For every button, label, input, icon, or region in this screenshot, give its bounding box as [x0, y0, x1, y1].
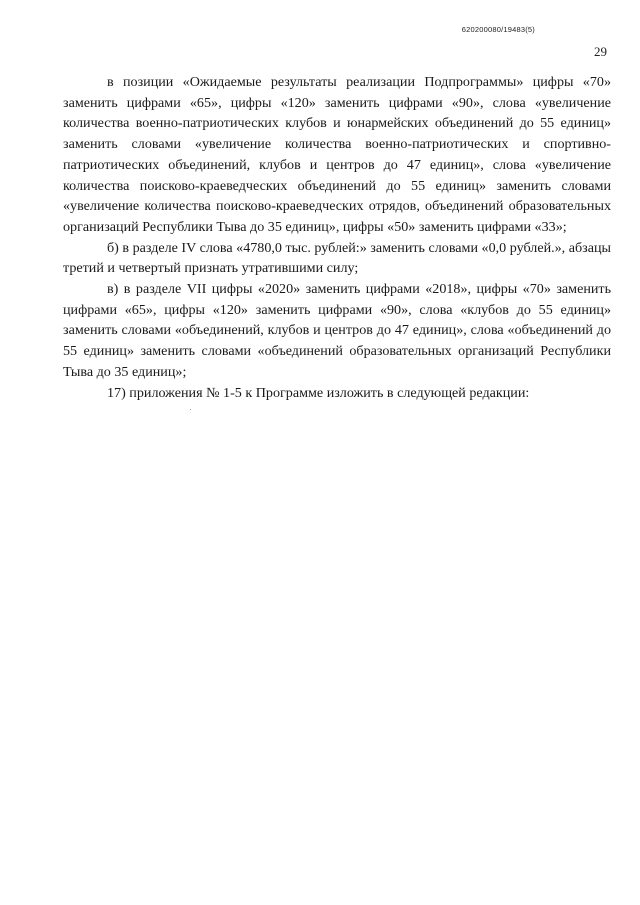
document-code: 620200080/19483(5): [461, 25, 535, 34]
paragraph-subprogram-results: в позиции «Ожидаемые результаты реализации Подпрограммы» цифры «70» заменить цифрами «65», цифры «120» заменить цифрами «90», слова «увеличение количества военно-патриотических клубов и юнармейских объединений до 55 единиц» заменить словами «увеличение количества военно-патриотических и спортивно-патриотических объединений, клубов и центров до 47 единиц», слова «увеличение количества поисково-краеведческих объединений до 55 единиц» заменить словами «увеличение количества поисково-краеведческих отрядов, объединений образовательных организаций Республики Тыва до 35 единиц», цифры «50» заменить цифрами «33»;: [63, 74, 611, 235]
page-number: 29: [594, 44, 607, 59]
paragraph-section-vii: в) в разделе VII цифры «2020» заменить цифрами «2018», цифры «70» заменить цифрами «65», цифры «120» заменить цифрами «90», слова «клубов до 55 единиц» заменить словами «объединений, клубов и центров до 47 единиц», слова «объединений до 55 единиц» заменить словами «объединений образовательных организаций Республики Тыва до 35 единиц»;: [63, 281, 611, 380]
paragraph-section-iv: б) в разделе IV слова «4780,0 тыс. рублей:» заменить словами «0,0 рублей.», абзацы третий и четвертый признать утратившими силу;: [63, 239, 611, 277]
document-body: [63, 72, 611, 403]
paragraph-appendices: 17) приложения № 1-5 к Программе изложить в следующей редакции:: [107, 384, 530, 401]
scan-speck: [190, 409, 191, 410]
